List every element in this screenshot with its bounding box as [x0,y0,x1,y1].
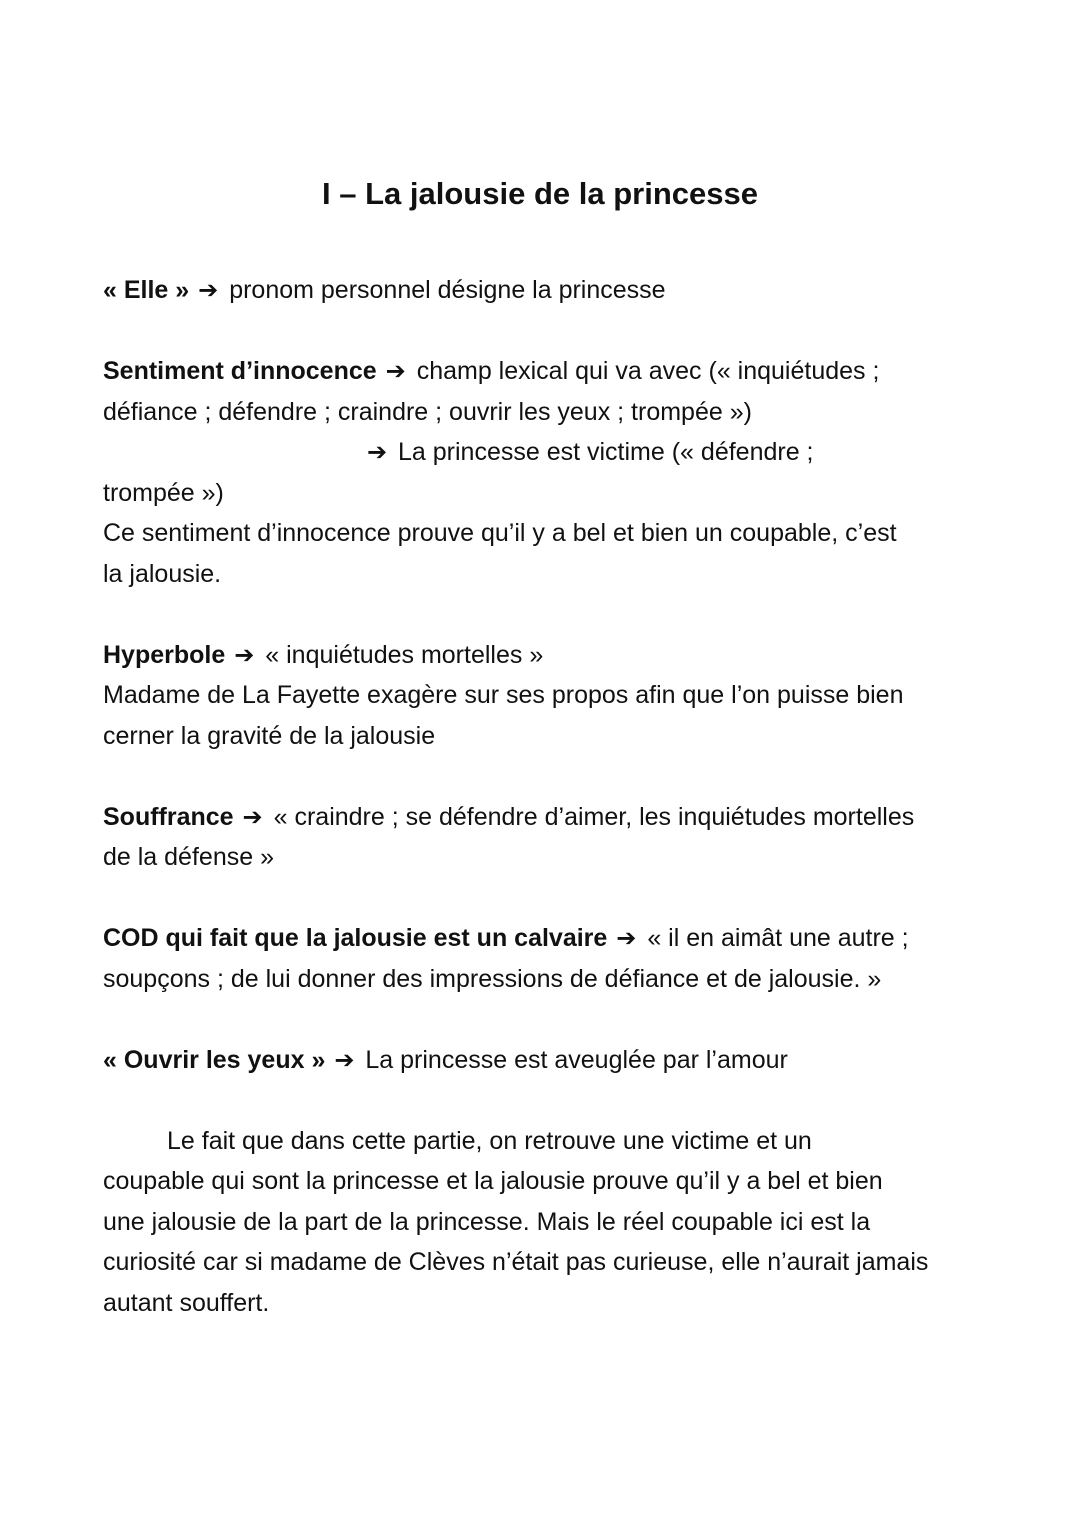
souffrance-text-1: « craindre ; se défendre d’aimer, les inquiétudes mortelles [273,802,915,831]
hyperbole-line-1 [103,635,983,676]
sentiment-line-3 [103,432,983,473]
arrow-icon: ➔ [198,276,219,304]
arrow-icon: ➔ [385,357,406,385]
elle-term: « Elle » [103,276,190,304]
hyperbole-text-1: « inquiétudes mortelles » [265,640,544,669]
document-body [103,270,983,1323]
cod-line-2: soupçons ; de lui donner des impressions de défiance et de jalousie. » [103,964,882,993]
yeux-term: « Ouvrir les yeux » [103,1045,326,1074]
conclusion-line-3: une jalousie de la part de la princesse. Mais le réel coupable ici est la [103,1207,871,1236]
elle-line [103,270,983,311]
sentiment-line-2: défiance ; défendre ; craindre ; ouvrir les yeux ; trompée ») [103,397,752,426]
conclusion-line-4: curiosité car si madame de Clèves n’était pas curieuse, elle n’aurait jamais [103,1248,929,1276]
sentiment-term: Sentiment d’innocence [103,357,377,385]
page-title: I – La jalousie de la princesse [322,176,758,211]
hyperbole-line-2: Madame de La Fayette exagère sur ses propos afin que l’on puisse bien [103,681,904,709]
sentiment-line-1 [103,351,983,392]
elle-text: pronom personnel désigne la princesse [229,276,666,304]
sentiment-text-1: champ lexical qui va avec (« inquiétudes ; [416,357,880,385]
conclusion-line-2: coupable qui sont la princesse et la jalousie prouve qu’il y a bel et bien [103,1167,883,1195]
arrow-icon: ➔ [366,438,388,466]
hyperbole-term: Hyperbole [103,640,226,669]
arrow-icon: ➔ [242,802,263,831]
sentiment-text-3: La princesse est victime (« défendre ; [398,438,814,466]
arrow-icon: ➔ [334,1045,355,1074]
cod-line-1 [103,918,983,959]
souffrance-line-2: de la défense » [103,843,274,871]
sentiment-line-5: Ce sentiment d’innocence prouve qu’il y a bel et bien un coupable, c’est [103,519,897,547]
conclusion-line-5: autant souffert. [103,1288,270,1317]
arrow-icon: ➔ [616,924,637,952]
sentiment-line-4: trompée ») [103,478,224,507]
cod-text-1: « il en aimât une autre ; [647,924,909,952]
arrow-icon: ➔ [234,640,255,669]
yeux-text: La princesse est aveuglée par l’amour [365,1045,788,1074]
souffrance-term: Souffrance [103,802,234,831]
sentiment-line-6: la jalousie. [103,559,222,588]
yeux-line [103,1040,983,1081]
souffrance-line-1 [103,797,983,838]
conclusion-line-1 [103,1121,983,1162]
hyperbole-line-3: cerner la gravité de la jalousie [103,721,436,750]
conclusion-text-1: Le fait que dans cette partie, on retrouve une victime et un [167,1126,812,1155]
cod-term: COD qui fait que la jalousie est un calvaire [103,924,608,952]
